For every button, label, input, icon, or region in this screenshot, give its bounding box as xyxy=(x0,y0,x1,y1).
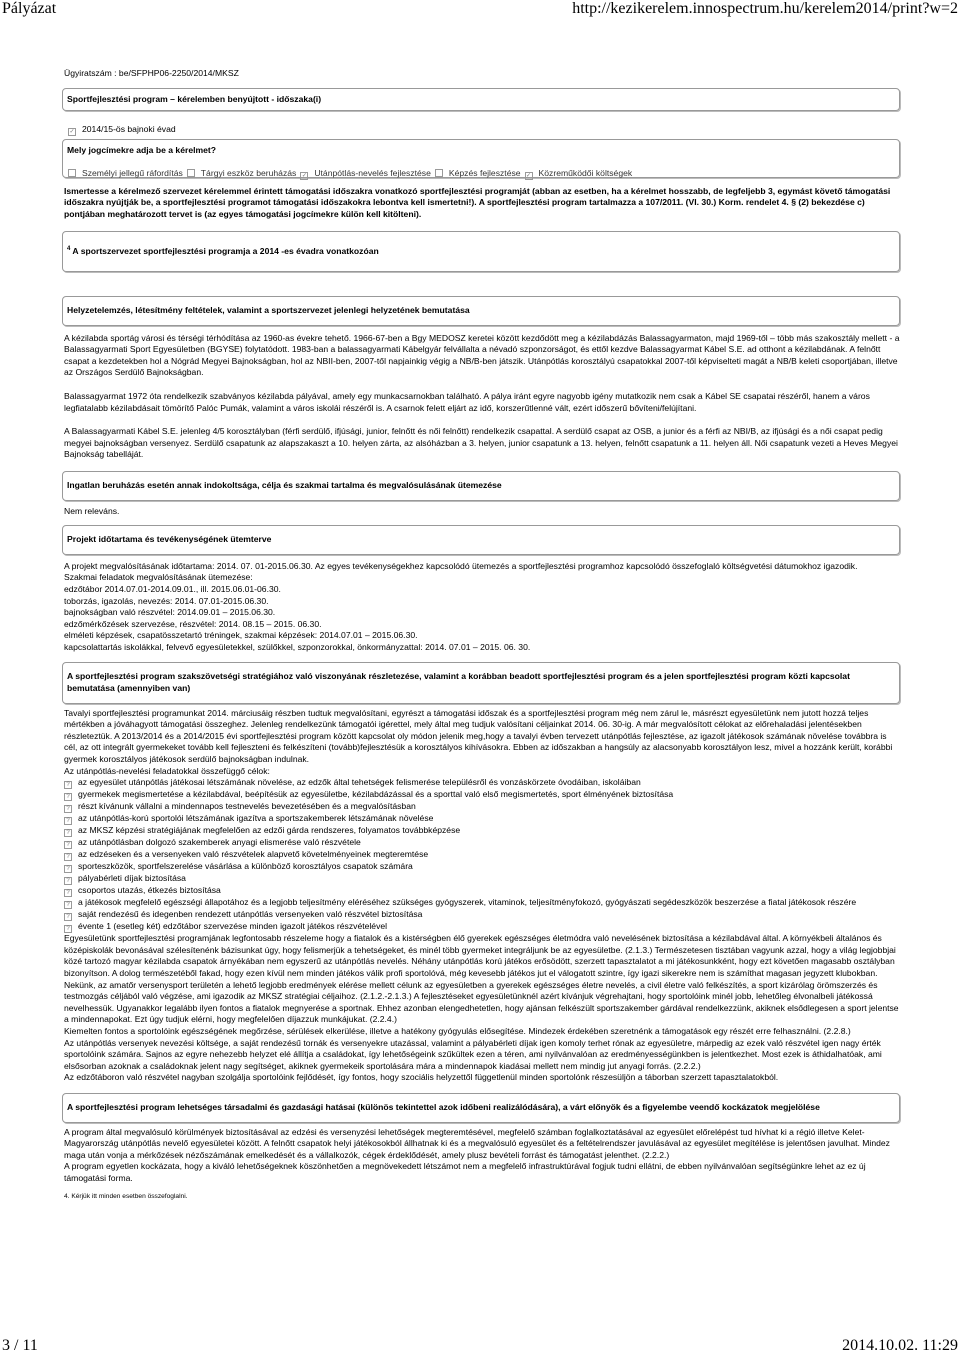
goal-item xyxy=(64,813,900,825)
duration-heading: Projekt időtartama és tevékenységének ütemterve xyxy=(67,534,272,545)
goal-list xyxy=(64,777,900,933)
print-datetime: 2014.10.02. 11:29 xyxy=(842,1337,958,1354)
program-heading: A sportszervezet sportfejlesztési programja a 2014 -es évadra vonatkozóan xyxy=(72,245,379,256)
schedule-line: Szakmai feladatok megvalósításának ütemezése: xyxy=(64,572,253,583)
goal-text: a játékosok megfelelő egészségi állapotához és a legjobb teljesítmény eléréséhez szükséges gyógyszerek, vitaminok, teljesítményfokozó, gyógyászati segédeszközök beszerzése a fiatal játékosok részére xyxy=(78,897,857,908)
bullet-box-icon: ? xyxy=(64,877,72,885)
bullet-box-icon: ? xyxy=(64,889,72,897)
goal-text: pályabérleti díjak biztosítása xyxy=(78,873,186,884)
schedule-line: edzőtábor 2014.07.01-2014.09.01., ill. 2015.06.01-06.30. xyxy=(64,583,281,594)
footnote-text: 4. Kérjük itt minden esetben összefoglalni. xyxy=(64,1192,188,1200)
goal-text: az utánpótlás-korú sportolói létszámának igazítva a sportszakemberek létszámának növelése xyxy=(78,813,434,824)
checkbox-checked-icon: ✓ xyxy=(526,172,532,179)
situation-heading: Helyzetelemzés, létesítmény feltételek, valamint a sportszervezet jelenlegi helyzetének bemutatása xyxy=(67,305,470,316)
realestate-box xyxy=(62,471,900,501)
bullet-box-icon: ? xyxy=(64,793,72,801)
duration-body xyxy=(64,561,900,654)
impact-paragraph: A program egyetlen kockázata, hogy a kiváló lehetőségeknek köszönhetően a megnövekedett létszámot nem a megfelelő infrastruktúrával fogjuk tudni ellátni, de ebben nyilvánvalóan segítségünkre lehet az ez új támogatási forma. xyxy=(64,1161,866,1183)
checkbox-empty-icon xyxy=(68,169,76,177)
goal-text: az edzéseken és a versenyeken való részvételek alapvető követelményeinek megteremtése xyxy=(78,849,429,860)
bullet-box-icon: ? xyxy=(64,805,72,813)
period-box xyxy=(62,88,900,112)
impact-paragraph: A program által megvalósuló körülmények biztosításával az edzési és versenyzési lehetőségek megteremtésével, megfelelő számban foglalkoztatásával az egyesület előrelépést tud hívhat ki a régió illetve Kelet-Magyarország utánpótlás nevelő egyesületei között. A felnőtt csapatok helyi játékosokból állhatnak ki és a megvalósuló egyesület és a feltételrendszer javulásával az egyesület megítélése is jelentősen javulhat. Mindez maga után vonja a mérkőzések nézőszámának emelkedését és a vállalkozók, cégek érdeklődését, amely plusz bevételi forrást és támogatást jelenthet. (2.2.2.) xyxy=(64,1126,890,1160)
strategy-intro: Tavalyi sportfejlesztési programunkat 2014. márciusáig részben tudtuk megvalósítani, egyrészt a támogatási időszak és a sportfejlesztési program még nem zárul le, másrészt egyesületünk nem jutott hozzá teljes mértékben a jóváhagyott támogatási összeghez. Jelenleg rendelkezünk támogatói igérettel, mely által meg tudjuk valósítani céljainkat 2014. 06. 30-ig. A már megvalósított célokat az előrehaladási jelentésekben részleteztük. A 2013/2014 és a 2014/2015 évi sportfejlesztési program között kapcsolat oly módon jelenik meg,hogy a tavalyi évben tervezett utánpótlás fejlesztése, az igazolt játékosok számának növelése továbbra is cél, az ott integrált gyermekeket tovább kell fejleszteni és felkészíteni (tovább)fejlesztésük a korosztályos kihívásokra. Ebben az időszakban a hangsúly az alacsonyabb korosztályon lesz, mivel a hozzánk került, korábbi gyermek korosztályos játékosok serdülő bajnokságban indulnak. xyxy=(64,707,893,765)
situation-body xyxy=(64,333,900,461)
strategy-list-heading: Az utánpótlás-nevelési feladatokkal összefüggő célok: xyxy=(64,765,270,776)
bullet-box-icon: ? xyxy=(64,853,72,861)
goal-text: az MKSZ képzési stratégiájának megfelelően az edzői gárda rendszeres, folyamatos továbbképzése xyxy=(78,825,461,836)
bullet-box-icon: ? xyxy=(64,913,72,921)
instruction-text: Ismertesse a kérelmező szervezet kérelemmel érintett támogatási időszakra vonatkozó sportfejlesztési programját (abban az esetben, ha a kérelmet hosszabb, de legfeljebb 3, egymást követő támogatási időszakra nyújtják be, a sportfejlesztési programot támogatási időszakokra lebontva kell ismertetni!). A sportfejlesztési program tartalmazza a 107/2011. (VI. 30.) Korm. rendelet 4. § (2) bekezdése c) pontjában meghatározott tervet is (az egyes támogatási jogcímekre külön kell kitölteni). xyxy=(64,185,891,219)
category-label: Képzés fejlesztése xyxy=(448,167,521,178)
category-label: Tárgyi eszköz beruházás xyxy=(200,167,297,178)
strategy-box xyxy=(62,662,900,703)
goal-item xyxy=(64,849,900,861)
goal-text: az utánpótlásban dolgozó szakemberek anyagi elismerése való részvétele xyxy=(78,837,361,848)
impact-body xyxy=(64,1127,900,1203)
goal-item xyxy=(64,897,900,909)
checkbox-checked-icon: ✓ xyxy=(301,172,307,179)
goal-text: saját rendezésű és idegenben rendezett utánpótlás versenyeken való részvétel biztosítása xyxy=(78,909,423,920)
goal-item xyxy=(64,789,900,801)
categories-heading: Mely jogcímekre adja be a kérelmet? xyxy=(67,145,217,156)
category-option xyxy=(525,168,633,180)
goal-item xyxy=(64,801,900,813)
checkbox-checked-icon: ✓ xyxy=(69,129,75,136)
goal-text: sporteszközök, sportfelszerelése vásárlása a különböző korosztályos csapatok számára xyxy=(78,861,413,872)
goal-item xyxy=(64,777,900,789)
goal-text: csoportos utazás, étkezés biztosítása xyxy=(78,885,221,896)
goal-item xyxy=(64,921,900,933)
reference-number: Ügyiratszám : be/SFPHP06-2250/2014/MKSZ xyxy=(64,68,239,78)
season-label: 2014/15-ös bajnoki évad xyxy=(82,124,176,135)
category-label: Közreműködői költségek xyxy=(538,167,633,178)
print-content xyxy=(64,68,900,1202)
goal-text: gyermekek megismertetése a kézilabdával, beépítésük az egyesületbe, kézilabdázással és a sporttal való első megismertetés, sport élményének biztosítása xyxy=(78,789,674,800)
program-box xyxy=(62,231,900,272)
impact-heading: A sportfejlesztési program lehetséges társadalmi és gazdasági hatásai (különös tekintettel azok időbeni realizálódására), a várt előnyök és a figyelembe veendő kockázatok megjelölése xyxy=(67,1101,820,1112)
realestate-text: Nem releváns. xyxy=(64,505,120,516)
strategy-paragraph: Az edzőtáboron való részvétel nagyban szolgálja sportolóink fejlődését, így fontos, hogy szociális helyzettől függetlenül minden sportolónk részesüljön a táborban szerzett tapasztalatokból. xyxy=(64,1072,779,1083)
duration-box xyxy=(62,525,900,555)
strategy-paragraph: Az utánpótlás versenyek nevezési költsége, a saját rendezésű tornák és versenyekre utazással, valamint a pályabérleti díjak igen komoly terhet rónak az egyesületre, márpedig az ezek való részvétel igen nagy érték sportolóink számára. Sajnos az egyre nehezebb helyzet elé állítja a családokat, így lehetőségeink szűkültek ezen a téren, ami nyilvánvalóan az eredményességünkben is jelentkezhet. Most ezek is áthidalhatóak, ami elsősorban azoknak a családoknak jelent nagy segítséget, akiknek gyermekeik sportolására mára a mindennapok kiadásai mellett nem mindig jut anyagi forrás. (2.2.2.) xyxy=(64,1037,882,1071)
goal-item xyxy=(64,861,900,873)
period-heading: Sportfejlesztési program – kérelemben benyújtott - időszaka(i) xyxy=(67,93,322,104)
realestate-heading: Ingatlan beruházás esetén annak indokoltsága, célja és szakmai tartalma és megvalósulásának ütemezése xyxy=(67,479,502,490)
browser-title: Pályázat xyxy=(2,0,57,17)
schedule-line: elméleti képzések, csapatösszetartó tréningek, szakmai képzések: 2014.07.01 – 2015.06.30. xyxy=(64,630,418,641)
bullet-box-icon: ? xyxy=(64,865,72,873)
situation-box xyxy=(62,296,900,326)
strategy-paragraph: Kiemelten fontos a sportolóink egészségének megőrzése, sérülések elkerülése, illetve a hatékony gyógyulás elősegítése. Mindezek érdekében szeretnénk a támogatások egy részét erre felhasználni. (2.2.8.) xyxy=(64,1025,851,1036)
bullet-box-icon: ? xyxy=(64,901,72,909)
checkbox-empty-icon xyxy=(187,169,195,177)
goal-text: az egyesület utánpótlás játékosai létszámának növelése, az edzők által tehetségek felismerése településről és vonzáskörzete óvodáiban, iskoláiban xyxy=(78,777,641,788)
situation-paragraph: A kézilabda sportág városi és térségi térhódítása az 1960-as évekre tehető. 1966-67-ben a Bgy MEDOSZ keretei között kezdődött meg a kézilabdázás Balassagyarmaton, majd 1969-től – több más szakosztály mellett - a Balassagyarmati Sport Egyesületben (BGYSE) folytatódott. 1983-ban a balassagyarmati Kábelgyár felvállalta a névadó szponzorságot, és ettől kezdve Balassagyarmat Kábel S.E. ad otthont a kézilabdának. A felnőtt csapat a kezdetekben hol a Nógrád Megyei Bajnokságban, hol az NBII-ben, 2007-től napjainkig végig a NB/B-ben játszik. Utánpótlás korosztályú csapatokkal 2007-től képviselteti magát a NB/B keleti csoportjában, illetve az Országos Serdülő Bajnokságban. xyxy=(64,332,900,378)
category-options xyxy=(68,168,900,180)
goal-item xyxy=(64,885,900,897)
schedule-line: bajnokságban való részvétel: 2014.09.01 – 2015.06.30. xyxy=(64,607,276,618)
strategy-body xyxy=(64,708,900,1084)
bullet-box-icon: ? xyxy=(64,781,72,789)
checkbox-empty-icon xyxy=(435,169,443,177)
season-option xyxy=(68,124,900,136)
schedule-line: edzőmérkőzések szervezése, részvétel: 2014. 08.15 – 2015. 06.30. xyxy=(64,618,322,629)
goal-item xyxy=(64,873,900,885)
schedule-line: kapcsolattartás iskolákkal, felvevő egyesületekkel, szülőkkel, szponzorokkal, önkormányzattal: 2014. 07.01 – 2015. 06. 30. xyxy=(64,641,531,652)
goal-text: évente 1 (esetleg két) edzőtábor szervezése minden igazolt játékos részvételével xyxy=(78,921,388,932)
schedule-line: toborzás, igazolás, nevezés: 2014. 07.01-2015.06.30. xyxy=(64,595,269,606)
bullet-box-icon: ? xyxy=(64,829,72,837)
category-option xyxy=(68,168,183,180)
category-label: Utánpótlás-nevelés fejlesztése xyxy=(314,167,431,178)
goal-item xyxy=(64,825,900,837)
strategy-heading: A sportfejlesztési program szakszövetségi stratégiához való viszonyának részletezése, valamint a korábban beadott sportfejlesztési program és a jelen sportfejlesztési program közti kapcsolat bemutatása (amennyiben van) xyxy=(67,671,850,694)
goal-item xyxy=(64,837,900,849)
footnote-marker: 4 xyxy=(67,245,71,252)
bullet-box-icon: ? xyxy=(64,817,72,825)
category-option xyxy=(300,168,431,180)
goal-text: részt kívánunk vállalni a mindennapos testnevelés bevezetésében és a megvalósításban xyxy=(78,801,416,812)
bullet-box-icon: ? xyxy=(64,925,72,933)
situation-paragraph: A Balassagyarmati Kábel S.E. jelenleg 4/5 korosztályban (férfi serdülő, ifjúsági, junior, felnőtt és női felnőtt) rendelkezik csapattal. A serdülő csapat az OSB, a junior és a férfi az NBI/B, az ifjúsági és a női csapat pedig megyei bajnokságban versenyez. Serdülő csapatunk az alapszakaszt a 10. helyen zárta, az alsóházban a 3. helyen, junior csapatunk a 13. helyen, felnőtt csapatunk a 11. helyen áll. Női csapatunk vezeti a Heves Megyei Bajnokság tabelláját. xyxy=(64,426,898,460)
impact-box xyxy=(62,1093,900,1123)
category-option xyxy=(435,168,521,180)
bullet-box-icon: ? xyxy=(64,841,72,849)
schedule-line: A projekt megvalósításának időtartama: 2014. 07. 01-2015.06.30. Az egyes tevékenységekhez kapcsolódó ütemezés a sportfejlesztési programhoz kapcsolódó összefoglaló költségvetési dátumokhoz igazodik. xyxy=(64,560,858,571)
situation-paragraph: Balassagyarmat 1972 óta rendelkezik szabványos kézilabda pályával, amely egy munkacsarnokban található. A pálya iránt egyre nagyobb igény mutatkozik nem csak a Kábel SE csapatai részéről, hanem a város legfiatalabb kézilabdásait tömörítő Palóc Pumák, valamint a város iskolái részéről is. A csarnok felett eljárt az idő, korszerűtlenné vált, ezért időszerű bővíteni/felújítani. xyxy=(64,390,870,413)
category-option xyxy=(187,168,297,180)
category-label: Személyi jellegű ráfordítás xyxy=(82,167,183,178)
page-url: http://kezikerelem.innospectrum.hu/kerelem2014/print?w=2 xyxy=(572,0,958,17)
page-counter: 3 / 11 xyxy=(2,1337,38,1354)
goal-item xyxy=(64,909,900,921)
strategy-paragraph: Egyesületünk sportfejlesztési programjának legfontosabb részeleme hogy a fiatalok és a kistérségben élő gyerekek egészséges életmódra való nevelésének biztosítása a kézilabdával által. A környékbeli általános és középiskolák bevonásával szélesítenénk bázisunkat úgy, hogy felismerjük a tehetségeket, és minél több gyermeket integráljunk be az egyesületbe. (2.1.3.) Természetesen tisztában vagyunk azzal, hogy a világ legjobbjai közé tartozó magyar kézilabda csapatok árnyékában nem egyszerű az utánpótlás nevelés. Néhány utánpótlás korú játékos erősödött, szerzett tapasztalatot a mi játékosunkként, hogy ezt követően magasabb osztályban bizonyítson. A dolog természetéből fakad, hogy ezen kívül nem minden játékos válik profi sportolóvá, még kevesebb játékos jut el válogatott szintre, így igazi sikerekre nem is számíthat magasan jegyzett klubokban. Nekünk, az amatőr versenysport területén a lehető legjobb eredmények elérése mellett célunk az egyesületben a gyerekek egészséges életre nevelés, a civil életre való felkészítés, a sport kizárólag örömszerzés és testmozgás céljából való végzése, ami igazodik az MKSZ stratégiai céljaihoz. (2.1.2.-2.1.3.) A fejlesztéseket egyesületünknél azért kívánjuk végrehajtani, hogy sportolóink minél jobb, lehetőleg élvonalbeli játékossá nevelhessük. Ugyanakkor legalább ilyen fontos a fiatalok megnyerése a sportnak. Ehhez azonban elengedhetetlen, hogy ajánsan felkészült sportszakember gárdával rendelkezzünk, akiknek elsődlegesen a sport jelentse a mindennapokat. Ezt úgy tudjuk elérni, hogy megfelelően díjazzuk munkájukat. (2.2.4.) xyxy=(64,933,899,1025)
